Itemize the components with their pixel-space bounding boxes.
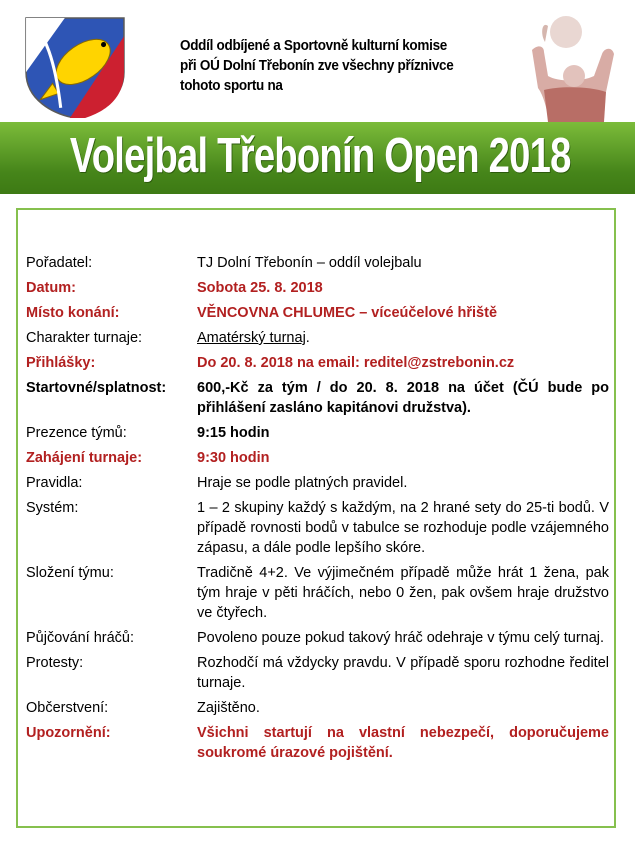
- detail-value: Amatérský turnaj: [197, 330, 306, 346]
- detail-value: Hraje se podle platných pravidel.: [197, 475, 408, 491]
- detail-row-fee: [26, 378, 609, 418]
- detail-label: Místo konání:: [26, 305, 120, 321]
- detail-label: Zahájení turnaje:: [26, 450, 143, 466]
- detail-row-protests: [26, 653, 609, 693]
- detail-row-start: [26, 448, 609, 468]
- detail-label: Upozornění:: [26, 725, 111, 741]
- detail-label: Prezence týmů:: [26, 425, 127, 441]
- detail-value: Do 20. 8. 2018 na email: reditel@zstrebonin.cz: [197, 355, 515, 371]
- detail-value: Tradičně 4+2. Ve výjimečném případě může hrát 1 žena, pak tým hraje v pěti hráčích, nebo 0 žen, pak ovšem hraje družstvo ve čtyřech.: [197, 565, 609, 621]
- detail-value-suffix: .: [305, 330, 310, 346]
- intro-line: při OÚ Dolní Třebonín zve všechny příznivce: [180, 58, 454, 74]
- detail-value: 600,-Kč za tým / do 20. 8. 2018 na účet (ČÚ bude po přihlášení zasláno kapitánovi družstva).: [197, 380, 609, 416]
- village-coat-of-arms-icon: [24, 16, 126, 118]
- event-title: Volejbal Třebonín Open 2018: [69, 129, 571, 183]
- detail-label: Přihlášky:: [26, 355, 96, 371]
- detail-label: Občerstvení:: [26, 700, 109, 716]
- detail-value: 1 – 2 skupiny každý s každým, na 2 hrané sety do 25-ti bodů. V případě rovnosti bodů v tabulce se rozhoduje podle vzájemného zápasu, a dále podle lepšího skóre.: [197, 500, 609, 556]
- detail-row-warning: [26, 723, 609, 763]
- detail-row-venue: [26, 303, 609, 323]
- detail-label: Charakter turnaje:: [26, 330, 143, 346]
- detail-value: Zajištěno.: [197, 700, 260, 716]
- detail-label: Pravidla:: [26, 475, 83, 491]
- detail-row-character: [26, 328, 609, 348]
- details-list: [26, 253, 609, 768]
- invitation-text: [180, 36, 496, 96]
- detail-value: 9:30 hodin: [197, 450, 270, 466]
- detail-row-registration: [26, 353, 609, 373]
- detail-value: Sobota 25. 8. 2018: [197, 280, 323, 296]
- detail-label: Složení týmu:: [26, 565, 114, 581]
- detail-label: Datum:: [26, 280, 76, 296]
- detail-value: Všichni startují na vlastní nebezpečí, doporučujeme soukromé úrazové pojištění.: [197, 725, 609, 761]
- detail-label: Půjčování hráčů:: [26, 630, 135, 646]
- detail-label: Startovné/splatnost:: [26, 380, 167, 396]
- detail-value: TJ Dolní Třebonín – oddíl volejbalu: [197, 255, 422, 271]
- detail-value: 9:15 hodin: [197, 425, 270, 441]
- detail-row-rules: [26, 473, 609, 493]
- detail-value: VĚNCOVNA CHLUMEC – víceúčelové hřiště: [197, 305, 498, 321]
- detail-row-player-loans: [26, 628, 609, 648]
- detail-label: Pořadatel:: [26, 255, 93, 271]
- detail-value: Rozhodčí má vždycky pravdu. V případě sporu rozhodne ředitel turnaje.: [197, 655, 609, 691]
- detail-label: Systém:: [26, 500, 79, 516]
- title-banner: [0, 122, 635, 194]
- detail-row-date: [26, 278, 609, 298]
- detail-row-organizer: [26, 253, 609, 273]
- detail-row-team-composition: [26, 563, 609, 623]
- detail-row-system: [26, 498, 609, 558]
- volleyball-player-icon: [518, 16, 630, 122]
- detail-label: Protesty:: [26, 655, 84, 671]
- intro-line: tohoto sportu na: [180, 78, 283, 94]
- detail-value: Povoleno pouze pokud takový hráč odehraje v týmu celý turnaj.: [197, 630, 605, 646]
- detail-row-checkin: [26, 423, 609, 443]
- detail-row-refreshments: [26, 698, 609, 718]
- intro-line: Oddíl odbíjené a Sportovně kulturní komise: [180, 38, 448, 54]
